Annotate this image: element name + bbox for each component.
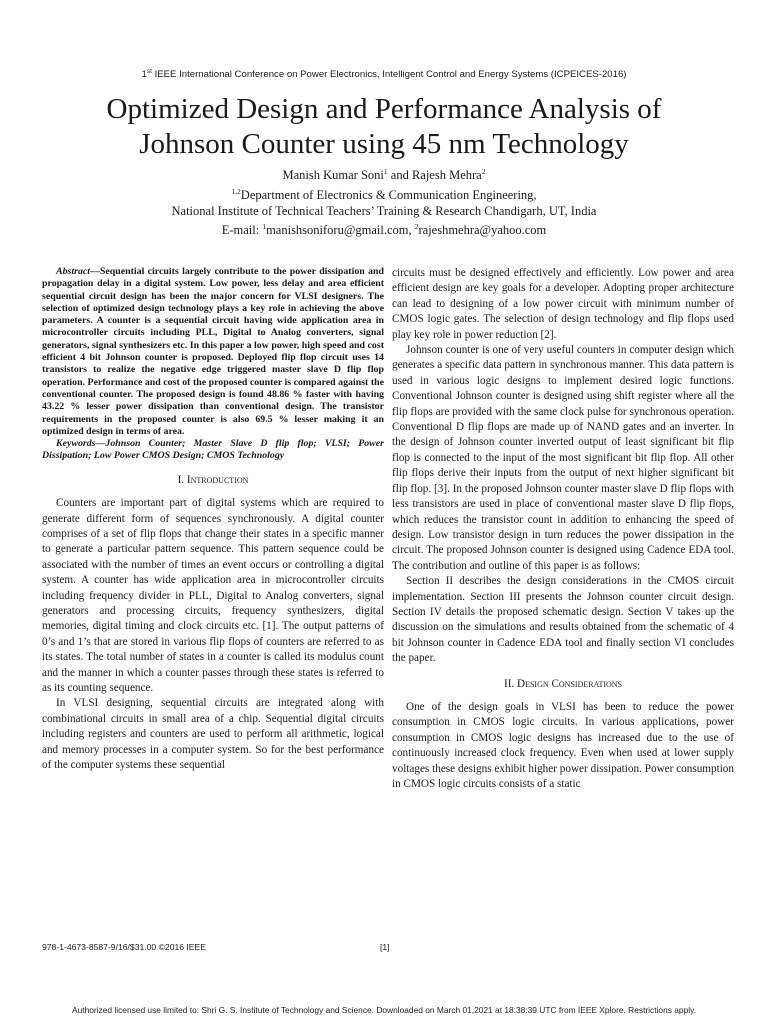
department-sup: 1,2 (231, 186, 241, 196)
department-text: Department of Electronics & Communication Engineering, (240, 187, 537, 202)
author-1-sup: 1 (383, 167, 388, 176)
email-2: rajeshmehra@yahoo.com (418, 223, 547, 238)
section-heading-introduction: I. Introduction (177, 473, 249, 486)
author-2: Rajesh Mehra (411, 168, 482, 183)
abstract (42, 266, 384, 438)
conference-header (0, 68, 768, 80)
intro-paragraph-2: In VLSI designing, sequential circuits are integrated along with combinational circuits in small area of a chip. Sequential digital circuits including registers and counters are used to perform all arithmetic, logical and memory processes in a computer system. So for the best performance of the computer systems these sequential (42, 697, 384, 772)
title-line-2: Johnson Counter using 45 nm Technology (139, 128, 629, 160)
keywords: Keywords—Johnson Counter; Master Slave D flip flop; VLSI; Power Dissipation; Low Power CMOS Design; CMOS Technology (42, 438, 384, 462)
author-names (0, 164, 768, 184)
abstract-label: Abstract (56, 266, 91, 277)
author-emails (0, 219, 768, 239)
conference-ordinal-suffix: st (146, 68, 152, 75)
conference-name: IEEE International Conference on Power Electronics, Intelligent Control and Energy Systems (ICPEICES-2016) (154, 69, 627, 81)
author-department (0, 184, 768, 204)
abstract-text: —Sequential circuits largely contribute to the power dissipation and propagation delay in a digital system. Low power, less delay and area efficient sequential circuit design has been the major concern for VLSI designers. The selection of optimized design technology plays a key role in achieving the above parameters. A counter is a sequential circuit having wide application area in microcontroller circuits including PLL, Digital to Analog converters, signal generators, signal synthesizers etc. In this paper a low power, high speed and cost efficient 4 bit Johnson counter is proposed. Deployed flip flop circuit uses 14 transistors to realize the negative edge triggered master slave D flip flop operation. Performance and cost of the proposed counter is compared against the conventional counter. The proposed design is found 48.86 % faster with having 43.22 % lesser power dissipation than conventional design. The transistor requirements in the proposed counter is also 69.5 % lesser making it an optimized design in terms of area. (42, 266, 384, 437)
title-line-1: Optimized Design and Performance Analysis of (106, 93, 662, 125)
paper-title (40, 92, 728, 162)
intro-paragraph-1: Counters are important part of digital systems which are required to generate different form of sequences synchronously. A digital counter comprises of a set of flip flops that change their states in a specific manner to generate a particular pattern sequence. This pattern sequence could be associated with the number of times an event occurs or controlling a digital system. A counter has wide application area in microcontroller circuits including frequency divider in PLL, Digital to Analog converters, signal generators and processing circuits, frequency synthesizers, digital memories, digital timing and clock circuits etc. [1]. The output patterns of 0’s and 1’s that are stored in various flip flops of counters are referred to as its states. The total number of states in a counter is called its modulus count and the manner in which a counter passes through these states is referred to as its counting sequence. (42, 497, 384, 695)
left-column (42, 266, 384, 773)
email-2-sup: 2 (414, 222, 419, 232)
right-column (392, 266, 734, 792)
author-and: and (387, 168, 412, 183)
email-prefix: E-mail: (221, 223, 263, 238)
page-number: [1] (380, 942, 390, 952)
email-1-sup: 1 (262, 222, 267, 232)
author-block (0, 164, 768, 239)
right-paragraph-2: Johnson counter is one of very useful counters in computer design which generates a specific data pattern in synchronous manner. This data pattern is used in various logic designs to implement desired logic functions. Conventional Johnson counter is designed using shift register where all the flip flops are provided with the same clock pulse for synchronous operation. Conventional D flip flops are made up of NAND gates and an inverter. In the design of Johnson counter inverted output of least significant bit flip flop is connected to the input of the most significant bit flip flop. All other flip flops derive their inputs from the output of next higher significant bit flip flop. [3]. In the proposed Johnson counter master slave D flip flops with less transistors are used in place of conventional master slave D flip flops, which reduces the transistor count in addition to enhancing the speed of design. Low transistor design in turn reduces the power dissipation in the circuit. The proposed Johnson counter is designed using Cadence EDA tool. The contribution and outline of this paper is as follows: (392, 344, 734, 572)
right-paragraph-3: Section II describes the design considerations in the CMOS circuit implementation. Section III presents the Johnson counter circuit design. Section IV details the proposed schematic design. Section V takes up the discussion on the simulations and results obtained from the schematic of 4 bit Johnson counter in Cadence EDA tool and finally section VI concludes the paper. (392, 575, 734, 665)
author-1: Manish Kumar Soni (282, 168, 384, 183)
footer-isbn: 978-1-4673-8587-9/16/$31.00 ©2016 IEEE (42, 942, 207, 952)
license-notice: Authorized licensed use limited to: Shri G. S. Institute of Technology and Science. Downloaded on March 01,2021 at 18:38:39 UTC from IEEE Xplore. Restrictions apply. (72, 1005, 696, 1015)
conference-ordinal: 1 (141, 69, 147, 81)
design-paragraph-1: One of the design goals in VLSI has been to reduce the power consumption in CMOS logic circuits. In various applications, power consumption in CMOS logic designs has increased due to the use of continuously increased clock frequency. Even when used at lower supply voltages these designs exhibit higher power dissipation. Power consumption in CMOS logic circuits consists of a static (392, 700, 734, 790)
email-1: manishsoniforu@gmail.com, (266, 223, 415, 238)
author-institute: National Institute of Technical Teachers’ Training & Research Chandigarh, UT, India (171, 203, 597, 218)
author-2-sup: 2 (481, 167, 486, 176)
right-paragraph-1: circuits must be designed effectively and efficiently. Low power and area efficient design are key goals for a developer. Adopting proper architecture can lead to designing of a low power circuit with minimum number of CMOS logic gates. The selection of design technology and flip flops used play key role in power reduction [2]. (392, 267, 734, 341)
section-heading-design: II. Design Considerations (503, 677, 623, 690)
